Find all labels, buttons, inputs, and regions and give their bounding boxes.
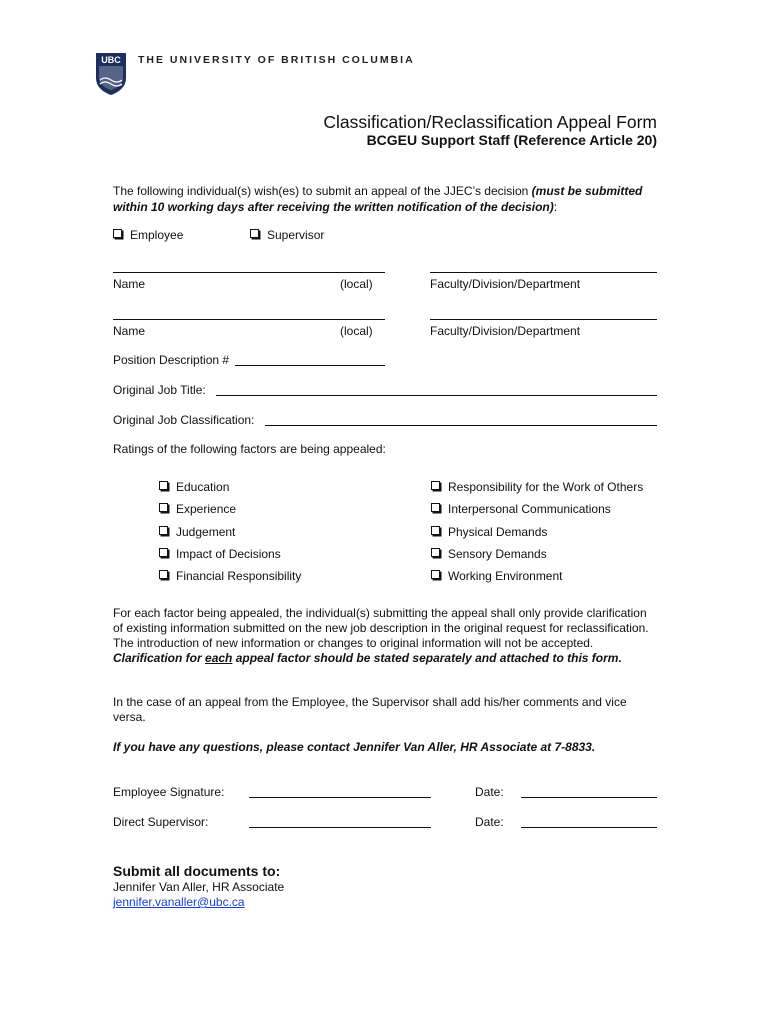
checkbox-icon [159,503,168,512]
checkbox-icon [431,548,440,557]
university-name: THE UNIVERSITY OF BRITISH COLUMBIA [138,54,415,66]
job-title-line[interactable] [216,395,657,396]
factor-financial[interactable]: Financial Responsibility [159,569,301,584]
supervisor-date-label: Date: [475,815,504,829]
job-class-label: Original Job Classification: [113,413,255,427]
supervisor-date-line[interactable] [521,827,657,828]
checkbox-icon [431,570,440,579]
position-label: Position Description # [113,353,230,367]
position-line[interactable] [235,365,385,366]
factor-education[interactable]: Education [159,480,229,495]
supervisor-checkbox[interactable]: Supervisor [250,228,324,243]
department-line-1[interactable] [430,272,657,273]
logo-text: UBC [101,55,121,65]
supervisor-signature-line[interactable] [249,827,431,828]
factor-impact[interactable]: Impact of Decisions [159,547,281,562]
contact-note: If you have any questions, please contact Jennifer Van Aller, HR Associate at 7-8833. [113,740,596,754]
job-title-label: Original Job Title: [113,383,206,397]
checkbox-icon [431,503,440,512]
employee-date-label: Date: [475,785,504,799]
name-label-2: Name [113,324,146,338]
ratings-label: Ratings of the following factors are being appealed: [113,442,386,456]
submit-contact-name: Jennifer Van Aller, HR Associate [113,880,285,894]
department-label-2: Faculty/Division/Department [430,324,581,338]
employee-signature-label: Employee Signature: [113,785,225,799]
form-title: Classification/Reclassification Appeal Form [323,112,657,132]
checkbox-icon [250,229,259,238]
checkbox-icon [159,548,168,557]
factor-judgement[interactable]: Judgement [159,525,235,540]
intro-text: The following individual(s) wish(es) to submit an appeal of the JJEC’s decision (must be submitted within 10 working days after receiving the written notification of the decision): [113,184,643,214]
employee-date-line[interactable] [521,797,657,798]
factor-experience[interactable]: Experience [159,502,236,517]
checkbox-icon [159,570,168,579]
ubc-logo [95,52,127,96]
supervisor-signature-label: Direct Supervisor: [113,815,209,829]
name-label-1: Name [113,277,146,291]
supervisor-comments-paragraph: In the case of an appeal from the Employee, the Supervisor shall add his/her comments and vice versa. [113,695,627,724]
checkbox-icon [431,526,440,535]
clarification-paragraph: For each factor being appealed, the individual(s) submitting the appeal shall only provide clarification of existing information submitted on the new job description in the original request for reclassification. The introduction of new information or changes to original information will not be accepted. Clarification for each appeal factor should be stated separately and attached to this form. [113,606,649,665]
checkbox-icon [431,481,440,490]
employee-checkbox[interactable]: Employee [113,228,183,243]
factor-responsibility[interactable]: Responsibility for the Work of Others [431,480,643,495]
submit-email-link[interactable]: jennifer.vanaller@ubc.ca [113,895,245,909]
form-subtitle: BCGEU Support Staff (Reference Article 20) [366,132,657,148]
factor-interpersonal[interactable]: Interpersonal Communications [431,502,611,517]
checkbox-icon [113,229,122,238]
submit-heading: Submit all documents to: [113,863,281,879]
checkbox-icon [159,526,168,535]
name-line-2[interactable] [113,319,385,320]
job-class-line[interactable] [265,425,657,426]
factor-sensory[interactable]: Sensory Demands [431,547,547,562]
factor-physical[interactable]: Physical Demands [431,525,547,540]
department-line-2[interactable] [430,319,657,320]
name-line-1[interactable] [113,272,385,273]
employee-signature-line[interactable] [249,797,431,798]
local-label-2: (local) [340,324,373,338]
local-label-1: (local) [340,277,373,291]
factor-working-environment[interactable]: Working Environment [431,569,563,584]
department-label-1: Faculty/Division/Department [430,277,581,291]
checkbox-icon [159,481,168,490]
